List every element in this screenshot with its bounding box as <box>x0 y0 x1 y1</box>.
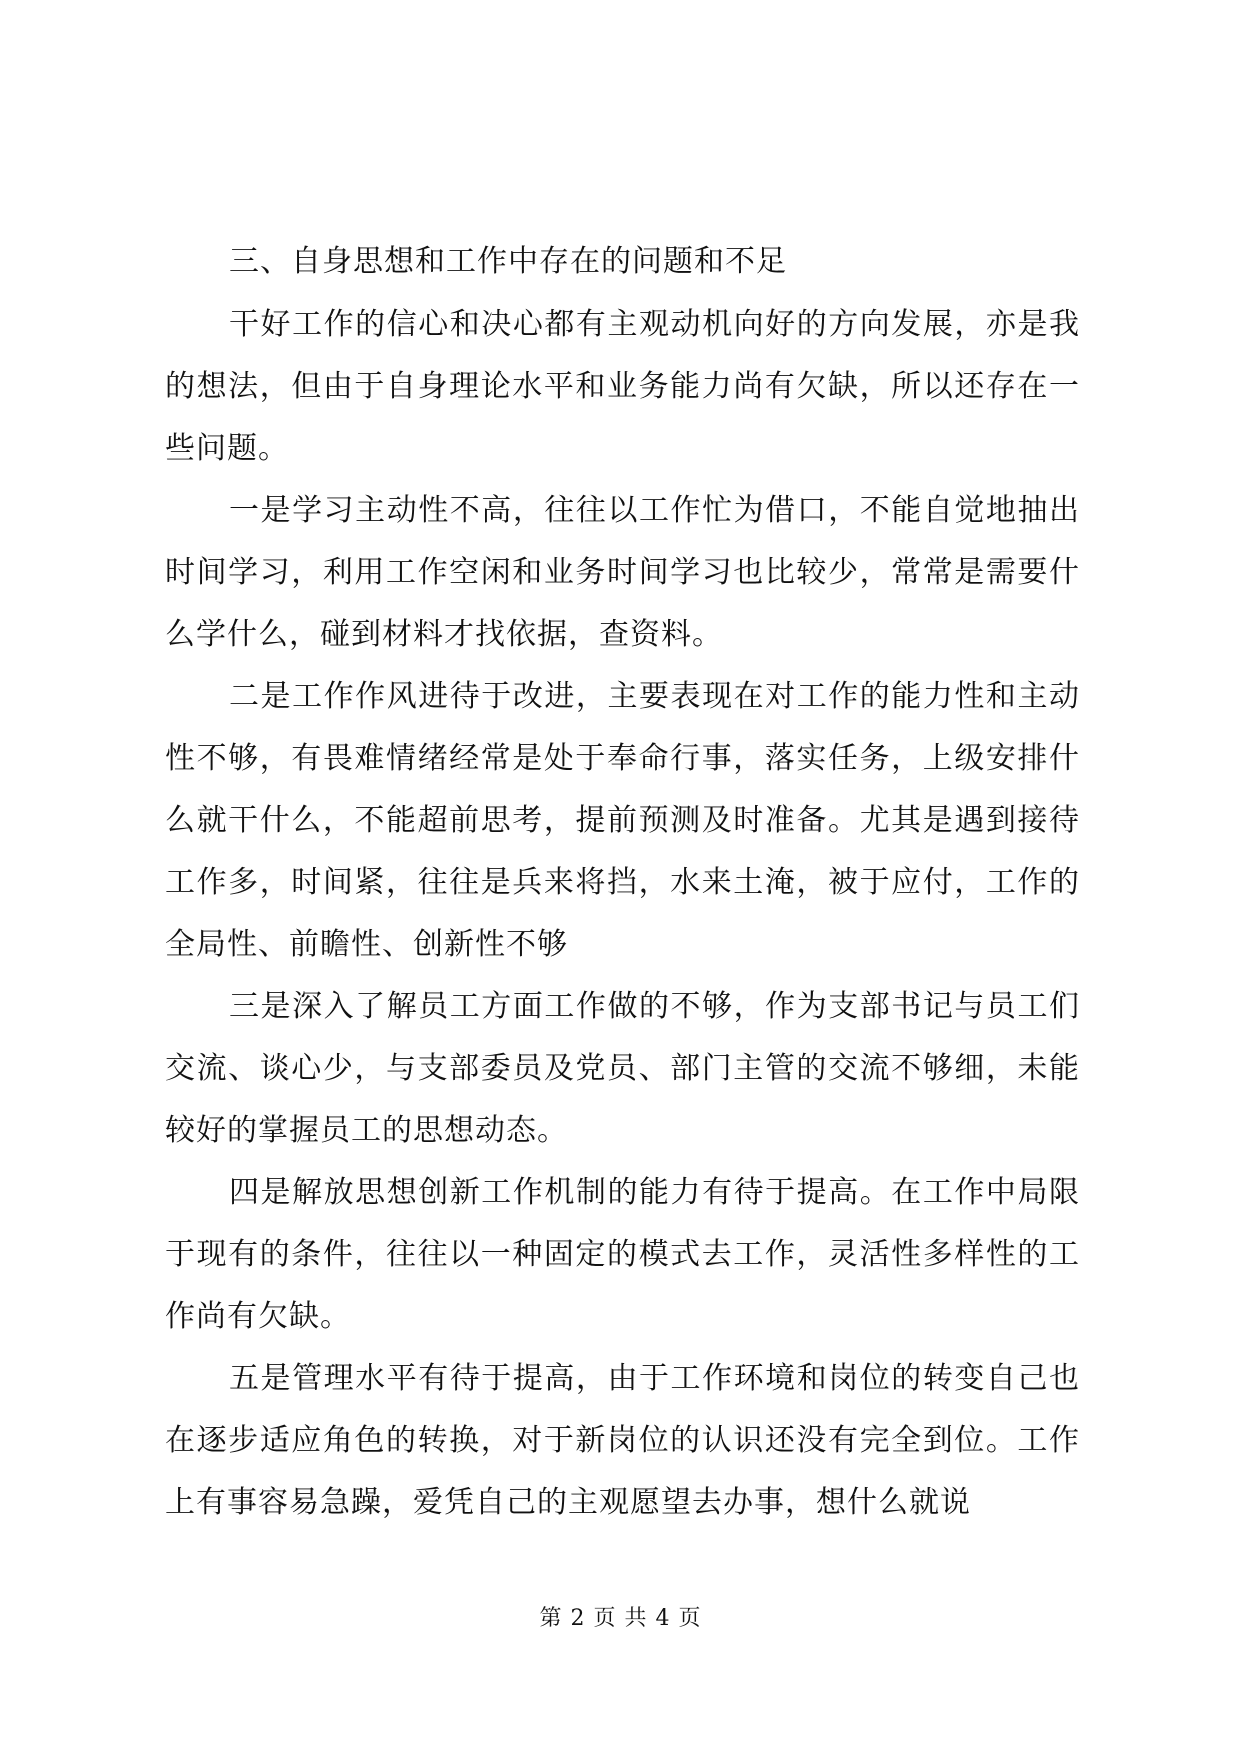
page-number-footer: 第 2 页 共 4 页 <box>539 1606 702 1631</box>
paragraph-point-5: 五是管理水平有待于提高，由于工作环境和岗位的转变自己也在逐步适应角色的转换，对于新岗位的认识还没有完全到位。工作上有事容易急躁，爱凭自己的主观愿望去办事，想什么就说 <box>165 1361 1080 1520</box>
paragraph-intro: 干好工作的信心和决心都有主观动机向好的方向发展，亦是我的想法，但由于自身理论水平和业务能力尚有欠缺，所以还存在一些问题。 <box>165 307 1080 466</box>
document-body <box>165 230 1080 1534</box>
paragraph-point-1: 一是学习主动性不高，往往以工作忙为借口，不能自觉地抽出时间学习，利用工作空闲和业务时间学习也比较少，常常是需要什么学什么，碰到材料才找依据，查资料。 <box>165 493 1080 652</box>
section-heading: 三、自身思想和工作中存在的问题和不足 <box>229 244 787 279</box>
paragraph-point-2: 二是工作作风进待于改进，主要表现在对工作的能力性和主动性不够，有畏难情绪经常是处于奉命行事，落实任务，上级安排什么就干什么，不能超前思考，提前预测及时准备。尤其是遇到接待工作多，时间紧，往往是兵来将挡，水来土淹，被于应付，工作的全局性、前瞻性、创新性不够 <box>165 679 1080 962</box>
paragraph-point-3: 三是深入了解员工方面工作做的不够，作为支部书记与员工们交流、谈心少，与支部委员及党员、部门主管的交流不够细，未能较好的掌握员工的思想动态。 <box>165 989 1080 1148</box>
paragraph-point-4: 四是解放思想创新工作机制的能力有待于提高。在工作中局限于现有的条件，往往以一种固定的模式去工作，灵活性多样性的工作尚有欠缺。 <box>165 1175 1080 1334</box>
